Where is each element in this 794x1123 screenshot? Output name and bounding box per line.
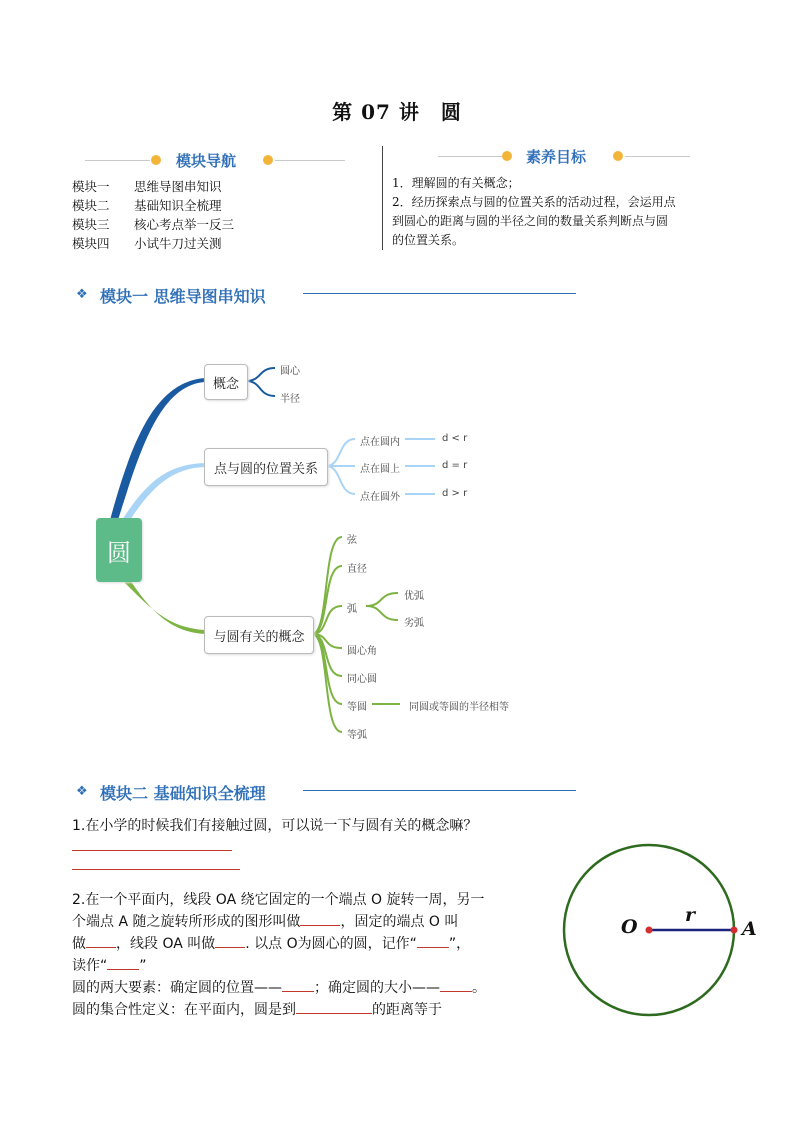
mindmap-root: 圆 xyxy=(96,518,142,582)
label-o: O xyxy=(621,916,638,938)
answer-blank[interactable] xyxy=(296,999,372,1014)
center-point xyxy=(646,927,653,934)
nav-item[interactable]: 模块四 小试牛刀过关测 xyxy=(72,236,222,251)
mindmap-leaf: d < r xyxy=(442,433,468,444)
question-1: 1.在小学的时候我们有接触过圆，可以说一下与圆有关的概念嘛？ xyxy=(72,818,478,834)
dot-icon xyxy=(151,155,161,165)
answer-blank[interactable] xyxy=(417,933,449,948)
mindmap-leaf: 同圆或等圆的半径相等 xyxy=(409,702,509,713)
divider xyxy=(625,156,690,157)
mindmap-leaf: 圆心角 xyxy=(347,646,377,657)
divider xyxy=(438,156,508,157)
nav-item[interactable]: 模块三 核心考点举一反三 xyxy=(72,217,235,232)
divider xyxy=(85,160,150,161)
dot-icon xyxy=(263,155,273,165)
branch3-connector xyxy=(122,580,205,634)
nav-item[interactable]: 模块一 思维导图串知识 xyxy=(72,179,222,194)
mindmap-node-concept: 概念 xyxy=(204,364,248,400)
mindmap-leaf: 圆心 xyxy=(280,366,300,377)
mindmap-leaf: 点在圆外 xyxy=(360,492,400,503)
mindmap-leaf: 优弧 xyxy=(404,591,424,602)
mindmap-leaf: 劣弧 xyxy=(404,618,424,629)
column-divider xyxy=(382,146,383,250)
answer-blank[interactable] xyxy=(86,933,116,948)
module-line xyxy=(303,790,576,791)
goals-text: 1．理解圆的有关概念； 2．经历探索点与圆的位置关系的活动过程，会运用点 到圆心的距离与圆的半径之间的数量关系判断点与圆 的位置关系。 xyxy=(392,176,676,247)
diamond-icon: ❖ xyxy=(76,287,88,302)
module2-title: 模块二 基础知识全梳理 xyxy=(100,784,266,803)
mindmap-leaf: 点在圆内 xyxy=(360,437,400,448)
mindmap-leaf: 同心圆 xyxy=(347,674,377,685)
mindmap-leaf: d = r xyxy=(442,460,468,471)
module1-title: 模块一 思维导图串知识 xyxy=(100,287,266,306)
label-a: A xyxy=(742,918,757,940)
answer-blank[interactable] xyxy=(282,977,314,992)
dot-icon xyxy=(502,151,512,161)
mindmap-leaf: 等圆 xyxy=(347,702,367,713)
answer-blank[interactable] xyxy=(440,977,472,992)
module-line xyxy=(303,293,576,294)
mindmap-leaf: 等弧 xyxy=(347,730,367,741)
point-a xyxy=(731,927,738,934)
nav-item[interactable]: 模块二 基础知识全梳理 xyxy=(72,198,222,213)
mindmap-node-position: 点与圆的位置关系 xyxy=(204,448,328,486)
diamond-icon: ❖ xyxy=(76,784,88,799)
answer-blank[interactable] xyxy=(107,955,139,970)
mindmap-leaf: 弧 xyxy=(347,604,357,615)
circle-figure xyxy=(555,840,765,1020)
nav-list xyxy=(72,177,234,253)
mindmap-leaf: 半径 xyxy=(280,394,300,405)
mindmap-leaf: 点在圆上 xyxy=(360,464,400,475)
page-title: 第 07 讲 圆 xyxy=(332,100,462,124)
mindmap-leaf: 弦 xyxy=(347,535,357,546)
answer-line[interactable] xyxy=(72,850,232,851)
mindmap-leaf: 直径 xyxy=(347,564,367,575)
goals-heading: 素养目标 xyxy=(526,148,587,166)
branch1-connector xyxy=(110,378,205,520)
label-r: r xyxy=(685,904,696,926)
branch2-connector xyxy=(122,463,205,520)
answer-blank[interactable] xyxy=(300,911,340,926)
nav-heading: 模块导航 xyxy=(176,152,237,170)
answer-line[interactable] xyxy=(72,869,240,870)
answer-blank[interactable] xyxy=(215,933,245,948)
mindmap-leaf: d > r xyxy=(442,488,468,499)
question-2: 2.在一个平面内，线段 OA 绕它固定的一个端点 O 旋转一周，另一 个端点 A 随之旋转所形成的图形叫做 ，固定的端点 O 叫 做 ，线段 OA 叫做 . 以点 O为圆心的圆，记作“ ”， 读作“ ” 圆的两大要素：确定圆的位置—— ；确定圆的大小—— 。 圆的集合性定义：在平面内，圆是到 的距离等于 xyxy=(72,892,486,1018)
dot-icon xyxy=(613,151,623,161)
divider xyxy=(275,160,345,161)
mindmap-node-related: 与圆有关的概念 xyxy=(204,616,314,654)
